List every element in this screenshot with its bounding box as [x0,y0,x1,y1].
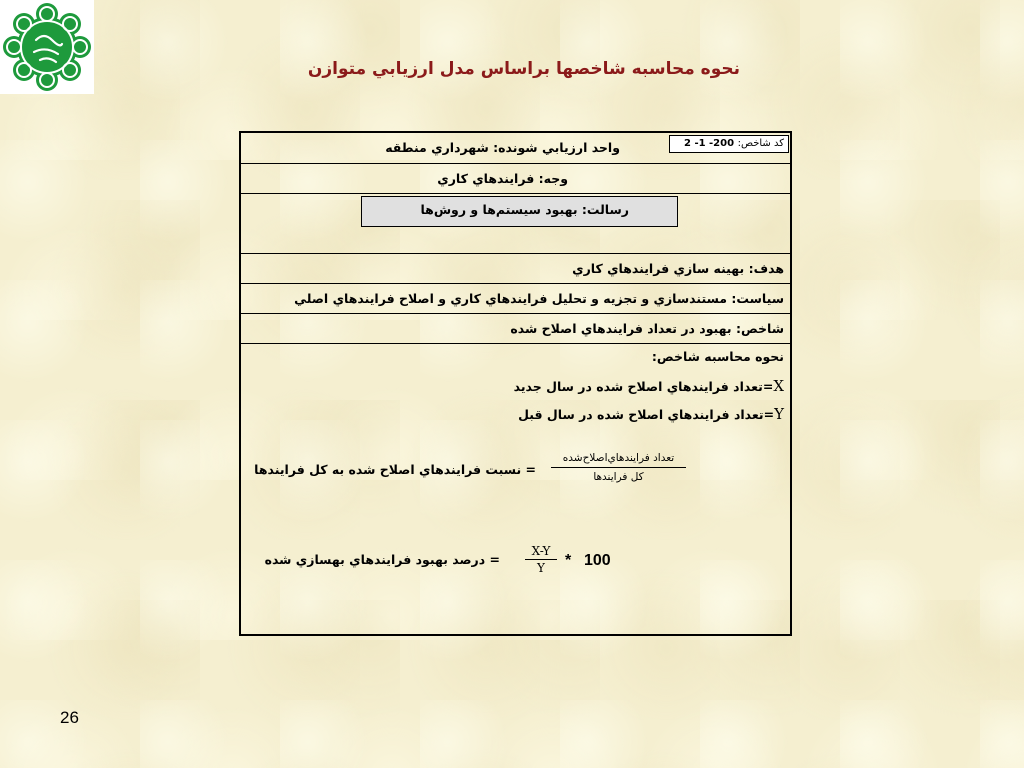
multiply-sign: * [565,552,572,569]
unit-text: واحد ارزيابي شونده: شهرداري منطقه [385,140,620,155]
row-mission [241,194,790,254]
page-number: 26 [60,708,79,727]
goal-text: هدف: بهينه سازي فرايندهاي كاري [572,261,784,276]
x-definition: =تعداد فرايندهاي اصلاح شده در سال جديد [513,379,774,394]
row-aspect [241,164,790,194]
y-definition-line [518,405,784,423]
indicator-table [239,131,792,636]
tehran-municipality-emblem [0,0,94,94]
x-variable: X [773,377,784,395]
ratio-label: = نسبت فرايندهاي اصلاح شده به كل فرايندها [254,462,536,477]
code-box [669,135,789,153]
policy-text: سياست: مستندسازي و تجزيه و تحليل فرايندهاي كاري و اصلاح فرايندهاي اصلي [294,291,784,306]
row-goal [241,254,790,284]
row-calculation [241,344,790,634]
aspect-text: وجه: فرايندهاي كاري [437,171,568,186]
calc-heading: نحوه محاسبه شاخص: [651,349,784,364]
y-definition: =تعداد فرايندهاي اصلاح شده در سال قبل [518,407,775,422]
row-policy [241,284,790,314]
indicator-text: شاخص: بهبود در تعداد فرايندهاي اصلاح شده [510,321,784,336]
ratio-fraction [551,452,686,483]
slide-title: نحوه محاسبه شاخصها براساس مدل ارزيابي متوازن [307,59,740,79]
row-indicator [241,314,790,344]
mission-box [361,196,678,227]
code-value: 2 -1 -200 [684,138,735,149]
y-variable: Y [774,405,784,423]
percent-denominator: Y [537,561,545,575]
ratio-numerator: تعداد فرايندهاي‌اصلاح‌شده [562,452,675,464]
ratio-fraction-bar [551,467,686,468]
mission-text: رسالت: بهبود سيستم‌ها و روش‌ها [420,202,629,217]
x-definition-line [514,377,784,395]
percent-fraction-bar [525,559,557,560]
municipality-logo [0,0,94,94]
factor-100: 100 [584,552,611,569]
code-label: كد شاخص: [737,138,784,149]
percent-label: = درصد بهبود فرايندهاي بهسازي شده [264,552,500,567]
percent-numerator: X-Y [531,544,551,558]
ratio-denominator: كل فرايندها [593,471,644,483]
percent-fraction [525,544,557,575]
row-unit [241,133,790,164]
